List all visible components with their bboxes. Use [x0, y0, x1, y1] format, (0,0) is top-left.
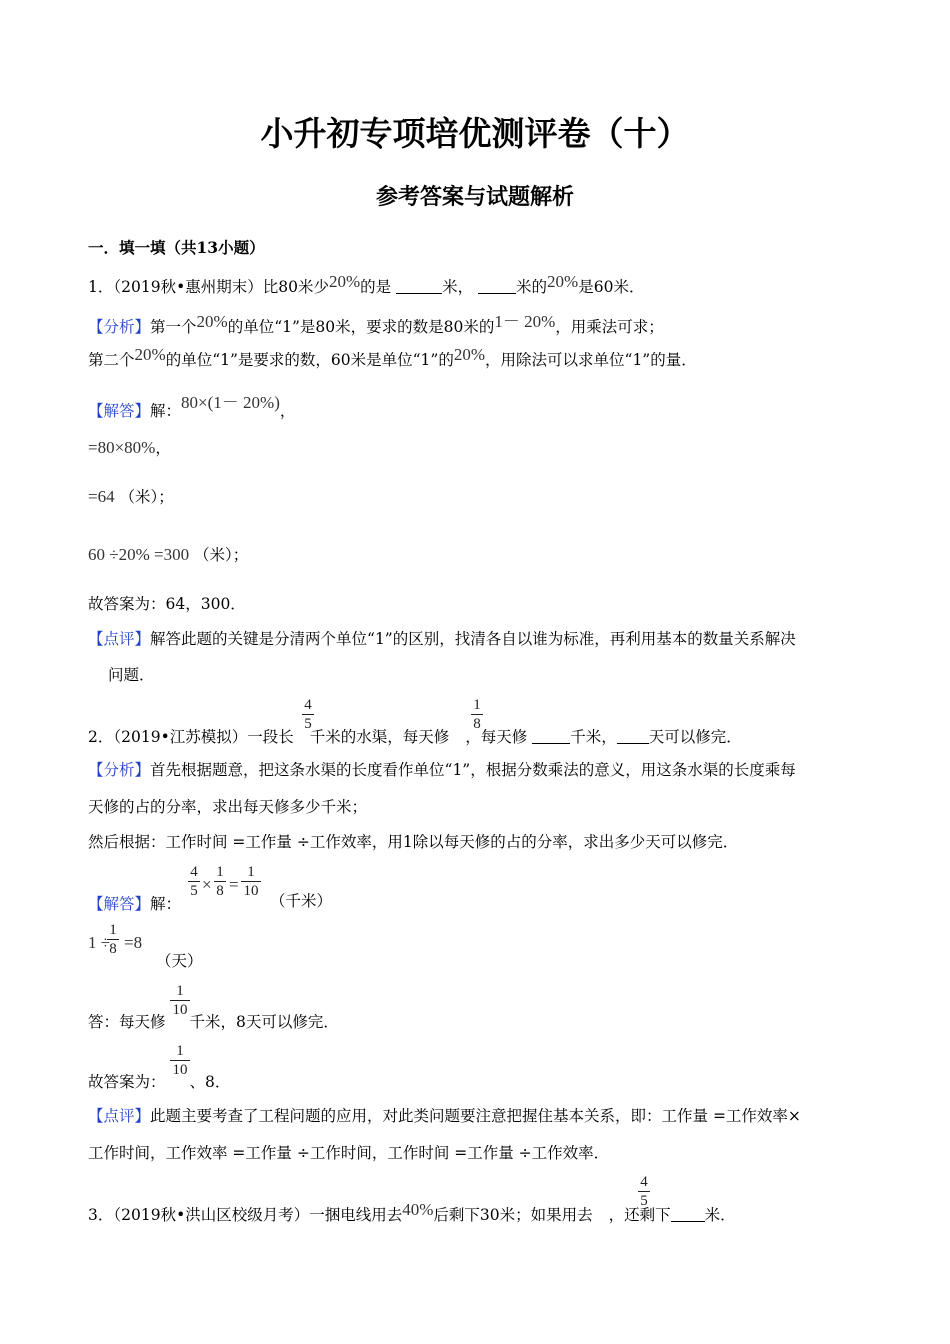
text: 解答此题的关键是分清两个单位“1”的区别，找清各自以谁为标准，再利用基本的数量关系解决 [150, 630, 796, 648]
percent: 20% [134, 345, 166, 364]
question-text: ，还剩下 [608, 1206, 671, 1224]
q1-analysis [88, 312, 664, 337]
percent: 20% [453, 345, 486, 364]
question-text: 一捆电线用去 [309, 1206, 403, 1224]
question-number: 3． [88, 1206, 114, 1224]
q1-comment [88, 627, 796, 649]
text: 的单位“1”是80米，要求的数是80米的 [227, 318, 495, 336]
question-text: 米． [704, 1206, 736, 1224]
question-text: 米的 [516, 278, 548, 296]
text: ； [158, 488, 174, 506]
unit: （米） [194, 546, 233, 564]
times-sign: × [202, 875, 212, 894]
unit: （千米） [270, 892, 333, 910]
question-1 [88, 272, 645, 297]
question-text: 比80米少 [262, 278, 329, 296]
q1-answer [88, 393, 296, 421]
fraction-1-8: 1 8 [107, 922, 119, 957]
q2-analysis-line2: 天修的占的分率，求出每天修多少千米； [88, 798, 368, 816]
question-text: 的是 [360, 278, 392, 296]
q1-eq4 [88, 543, 248, 565]
q1-final: 故答案为：64，300． [88, 595, 246, 613]
text: ， [155, 439, 171, 457]
equation: 1 ÷ [88, 933, 111, 952]
answer-blank[interactable] [671, 1206, 705, 1223]
question-number: 1． [88, 278, 114, 296]
percent: 20% [196, 312, 228, 331]
text: ，用乘法可求； [555, 318, 664, 336]
question-text: 后剩下30米；如果用去 [433, 1206, 593, 1224]
comment-tag: 【点评】 [88, 630, 151, 648]
question-text: 千米， [570, 728, 617, 746]
q1-analysis-line2 [88, 345, 697, 370]
equation: =80×80% [88, 438, 156, 457]
equation: 80×(1－ 20%) [181, 393, 280, 412]
answer-blank[interactable] [478, 278, 516, 295]
text: 第二个 [88, 351, 135, 369]
expression: 1－ 20% [494, 312, 556, 331]
analysis-tag: 【分析】 [88, 318, 151, 336]
equation: =64 [88, 487, 115, 506]
text: 解： [150, 895, 182, 913]
unit: （米） [119, 488, 159, 506]
text: 、8． [189, 1073, 231, 1091]
page-title: 小升初专项培优测评卷（十） [260, 114, 690, 153]
fraction-4-5: 4 5 [302, 697, 314, 732]
text: 解： [150, 402, 182, 420]
q2-answer [88, 892, 181, 914]
text: 此题主要考查了工程问题的应用，对此类问题要注意把握住基本关系，即：工作量 =工作效率× [150, 1107, 801, 1125]
q2-comment [88, 1104, 801, 1126]
question-text: 米， [442, 278, 474, 296]
question-source: （2019•江苏模拟） [113, 728, 248, 746]
text: 的单位“1”是要求的数，60米是单位“1”的 [165, 351, 454, 369]
text: ， [279, 402, 296, 420]
text: 第一个 [150, 318, 197, 336]
answer-blank[interactable] [532, 728, 570, 745]
text: 千米，8天可以修完． [189, 1013, 339, 1031]
percent: 20% [328, 272, 361, 291]
fraction-4-5: 4 5 [638, 1174, 650, 1209]
question-2 [88, 725, 742, 747]
analysis-tag: 【分析】 [88, 761, 151, 779]
q1-eq2 [88, 436, 171, 458]
equation: =8 [124, 933, 143, 952]
text: 首先根据题意，把这条水渠的长度看作单位“1”，根据分数乘法的意义，用这条水渠的长度乘每 [150, 761, 796, 779]
question-text: 千米的水渠，每天修 [309, 728, 450, 746]
answer-tag: 【解答】 [88, 895, 151, 913]
fraction-4-5: 4 5 [188, 864, 200, 899]
question-text: 一段长 [247, 728, 294, 746]
percent: 40% [402, 1200, 434, 1219]
section-heading: 一．填一填（共13小题） [88, 238, 265, 257]
question-number: 2． [88, 728, 114, 746]
fraction-1-10: 1 10 [170, 1043, 190, 1078]
percent: 20% [547, 272, 579, 291]
fraction-1-8: 1 8 [471, 697, 483, 732]
equation: 60 ÷20% =300 [88, 545, 190, 564]
text: 故答案为： [88, 1073, 166, 1091]
q1-eq3 [88, 485, 174, 507]
question-source: （2019秋•惠州期末） [113, 278, 263, 296]
q1-comment-line2: 问题． [108, 666, 155, 684]
answer-tag: 【解答】 [88, 402, 151, 420]
question-text: ，每天修 [465, 728, 528, 746]
equals-sign: = [229, 875, 239, 894]
text: ； [232, 546, 249, 564]
fraction-1-10: 1 10 [241, 864, 261, 899]
question-text: 天可以修完． [648, 728, 742, 746]
text: 答：每天修 [88, 1013, 166, 1031]
unit: （天） [156, 952, 203, 970]
question-text: 是60米． [578, 278, 645, 296]
fraction-1-10: 1 10 [170, 983, 190, 1018]
page-subtitle: 参考答案与试题解析 [375, 185, 574, 210]
q2-comment-line2: 工作时间，工作效率 =工作量 ÷工作时间，工作时间 =工作量 ÷工作效率． [88, 1144, 610, 1162]
answer-blank[interactable] [396, 278, 442, 295]
fraction-1-8: 1 8 [214, 864, 226, 899]
q2-answer-sentence [88, 1010, 339, 1032]
q2-analysis-line3: 然后根据：工作时间 =工作量 ÷工作效率，用1除以每天修的占的分率，求出多少天可以修完． [88, 833, 739, 851]
text: ，用除法可以求单位“1”的量． [485, 351, 697, 369]
q2-final [88, 1070, 230, 1092]
question-source: （2019秋•洪山区校级月考） [113, 1206, 310, 1224]
comment-tag: 【点评】 [88, 1107, 151, 1125]
answer-blank[interactable] [617, 728, 649, 745]
q2-analysis [88, 758, 796, 780]
